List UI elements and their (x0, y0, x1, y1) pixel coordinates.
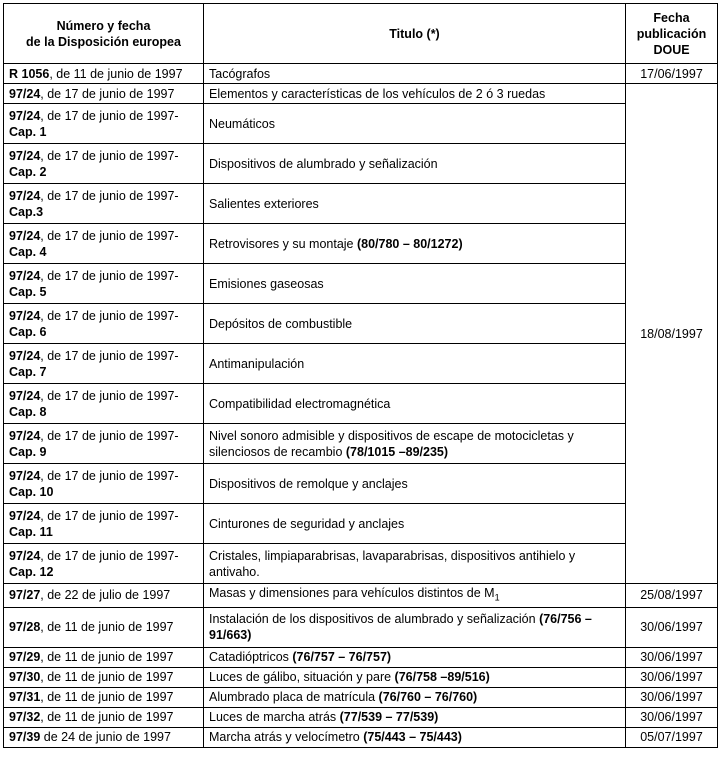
table-row (4, 384, 718, 424)
disposition-number: 97/24 (9, 148, 41, 163)
disposition-cell (4, 64, 204, 84)
disposition-number: 97/24 (9, 548, 41, 563)
reference-range: (76/757 – 76/757) (292, 650, 392, 664)
disposition-date: , de 17 de junio de 1997- (40, 268, 179, 283)
disposition-cell (4, 424, 204, 464)
disposition-cell (4, 607, 204, 647)
reference-range: (77/539 – 77/539) (339, 710, 439, 724)
disposition-date: , de 17 de junio de 1997- (40, 308, 179, 323)
disposition-date: , de 11 de junio de 1997 (40, 650, 174, 664)
title-text: Instalación de los dispositivos de alumbrado y señalización (209, 612, 540, 626)
reference-range: (76/758 –89/516) (394, 670, 490, 684)
title-cell (204, 344, 626, 384)
table-row (4, 224, 718, 264)
publication-date: 30/06/1997 (626, 687, 718, 707)
title-text: Luces de marcha atrás (209, 710, 340, 724)
publication-date: 17/06/1997 (626, 64, 718, 84)
table-row (4, 464, 718, 504)
header-publication-date (626, 4, 718, 64)
dispositions-table (3, 3, 718, 748)
title-text: Neumáticos (209, 116, 275, 131)
reference-range: (76/756 – 91/663) (209, 612, 592, 642)
disposition-cell (4, 544, 204, 584)
disposition-cell (4, 144, 204, 184)
disposition-cell (4, 304, 204, 344)
disposition-cell (4, 384, 204, 424)
title-cell (204, 544, 626, 584)
title-cell (204, 64, 626, 84)
title-cell (204, 584, 626, 608)
title-cell (204, 384, 626, 424)
table-row (4, 424, 718, 464)
disposition-date: , de 17 de junio de 1997- (40, 348, 179, 363)
chapter-label: Cap. 5 (9, 284, 47, 299)
title-text: Salientes exteriores (209, 196, 319, 211)
table-row (4, 607, 718, 647)
table-header-row (4, 4, 718, 64)
disposition-number: 97/24 (9, 348, 41, 363)
disposition-date: , de 11 de junio de 1997 (40, 620, 174, 634)
chapter-label: Cap. 10 (9, 484, 54, 499)
disposition-date: , de 22 de julio de 1997 (40, 588, 171, 603)
publication-date: 30/06/1997 (626, 647, 718, 667)
title-text: Luces de gálibo, situación y pare (209, 670, 395, 684)
disposition-date: , de 17 de junio de 1997- (40, 508, 179, 523)
header-text: de la Disposición europea (26, 34, 181, 49)
table-row (4, 184, 718, 224)
disposition-cell (4, 184, 204, 224)
title-text: Antimanipulación (209, 356, 305, 371)
chapter-label: Cap. 7 (9, 364, 47, 379)
title-text: Emisiones gaseosas (209, 276, 324, 291)
title-cell (204, 84, 626, 104)
disposition-number: 97/24 (9, 86, 41, 101)
disposition-date: , de 17 de junio de 1997- (40, 188, 179, 203)
disposition-date: , de 11 de junio de 1997 (49, 66, 183, 81)
table-row (4, 344, 718, 384)
table-body (4, 64, 718, 748)
table-row (4, 707, 718, 727)
publication-date: 30/06/1997 (626, 607, 718, 647)
title-cell (204, 424, 626, 464)
chapter-label: Cap.3 (9, 204, 44, 219)
reference-range: (80/780 – 80/1272) (356, 236, 463, 251)
disposition-date: , de 17 de junio de 1997- (40, 108, 179, 123)
table-row (4, 504, 718, 544)
table-row (4, 727, 718, 747)
disposition-cell (4, 464, 204, 504)
disposition-number: 97/28 (9, 620, 41, 634)
disposition-number: 97/31 (9, 690, 41, 704)
title-cell (204, 144, 626, 184)
chapter-label: Cap. 8 (9, 404, 47, 419)
title-cell (204, 304, 626, 344)
disposition-number: 97/29 (9, 650, 41, 664)
disposition-date: , de 17 de junio de 1997- (40, 228, 179, 243)
disposition-number: 97/24 (9, 388, 41, 403)
reference-range: (76/760 – 76/760) (378, 690, 478, 704)
title-text: Retrovisores y su montaje (209, 236, 357, 251)
table-row (4, 144, 718, 184)
title-cell (204, 184, 626, 224)
disposition-number: R 1056 (9, 66, 50, 81)
disposition-date: , de 11 de junio de 1997 (40, 690, 174, 704)
disposition-cell (4, 504, 204, 544)
table-row (4, 104, 718, 144)
header-number-date (4, 4, 204, 64)
disposition-number: 97/27 (9, 588, 41, 603)
disposition-number: 97/24 (9, 268, 41, 283)
disposition-cell (4, 104, 204, 144)
reference-range: (78/1015 –89/235) (345, 444, 449, 459)
chapter-label: Cap. 6 (9, 324, 47, 339)
title-cell (204, 504, 626, 544)
table-row (4, 64, 718, 84)
publication-date: 25/08/1997 (626, 584, 718, 608)
disposition-cell (4, 687, 204, 707)
title-text: Dispositivos de remolque y anclajes (209, 476, 408, 491)
disposition-number: 97/24 (9, 508, 41, 523)
table-row (4, 84, 718, 104)
disposition-number: 97/24 (9, 108, 41, 123)
disposition-date: , de 11 de junio de 1997 (40, 670, 174, 684)
title-cell (204, 264, 626, 304)
title-text: Alumbrado placa de matrícula (209, 690, 379, 704)
chapter-label: Cap. 1 (9, 124, 47, 139)
disposition-date: , de 17 de junio de 1997- (40, 148, 179, 163)
publication-date: 30/06/1997 (626, 707, 718, 727)
title-text: Cinturones de seguridad y anclajes (209, 516, 405, 531)
disposition-number: 97/24 (9, 468, 41, 483)
title-text: Catadióptricos (209, 650, 293, 664)
publication-date: 30/06/1997 (626, 667, 718, 687)
disposition-date: , de 17 de junio de 1997 (40, 86, 175, 101)
disposition-cell (4, 707, 204, 727)
disposition-cell (4, 647, 204, 667)
disposition-cell (4, 264, 204, 304)
title-text: Cristales, limpiaparabrisas, lavaparabrisas, dispositivos antihielo y antivaho. (209, 548, 576, 579)
header-text: Titulo (*) (389, 26, 440, 41)
header-text: Número y fecha (56, 18, 151, 33)
table-row (4, 687, 718, 707)
table-row (4, 647, 718, 667)
title-subscript: 1 (494, 592, 500, 603)
disposition-date: , de 17 de junio de 1997- (40, 428, 179, 443)
disposition-date: de 24 de junio de 1997 (40, 730, 171, 744)
reference-range: (75/443 – 75/443) (363, 730, 462, 744)
disposition-number: 97/24 (9, 308, 41, 323)
title-text: Marcha atrás y velocímetro (209, 730, 364, 744)
header-text: Fecha (653, 10, 690, 25)
chapter-label: Cap. 12 (9, 564, 54, 579)
table-row (4, 544, 718, 584)
table-row (4, 264, 718, 304)
disposition-number: 97/24 (9, 228, 41, 243)
disposition-number: 97/39 (9, 730, 41, 744)
title-text: Depósitos de combustible (209, 316, 353, 331)
title-cell (204, 727, 626, 747)
disposition-number: 97/24 (9, 428, 41, 443)
title-cell (204, 647, 626, 667)
disposition-cell (4, 344, 204, 384)
header-text: publicación (636, 26, 707, 41)
disposition-cell (4, 84, 204, 104)
disposition-number: 97/24 (9, 188, 41, 203)
table-row (4, 304, 718, 344)
chapter-label: Cap. 2 (9, 164, 47, 179)
disposition-number: 97/30 (9, 670, 41, 684)
title-cell (204, 707, 626, 727)
title-cell (204, 464, 626, 504)
title-cell (204, 687, 626, 707)
disposition-cell (4, 727, 204, 747)
disposition-date: , de 17 de junio de 1997- (40, 548, 179, 563)
disposition-cell (4, 667, 204, 687)
title-text: Dispositivos de alumbrado y señalización (209, 156, 438, 171)
title-cell (204, 667, 626, 687)
title-text: Tacógrafos (209, 66, 271, 81)
title-text: Nivel sonoro admisible y dispositivos de escape de motocicletas y silenciosos de recambio (209, 428, 574, 459)
table-row (4, 584, 718, 608)
title-cell (204, 224, 626, 264)
chapter-label: Cap. 9 (9, 444, 47, 459)
chapter-label: Cap. 4 (9, 244, 47, 259)
header-text: DOUE (653, 42, 690, 57)
publication-date-merged: 18/08/1997 (626, 84, 718, 584)
disposition-date: , de 17 de junio de 1997- (40, 388, 179, 403)
title-text: Compatibilidad electromagnética (209, 396, 391, 411)
disposition-cell (4, 224, 204, 264)
title-cell (204, 104, 626, 144)
title-text: Masas y dimensiones para vehículos distintos de M (209, 586, 495, 600)
disposition-date: , de 11 de junio de 1997 (40, 710, 174, 724)
header-title (204, 4, 626, 64)
title-text: Elementos y características de los vehículos de 2 ó 3 ruedas (209, 86, 546, 101)
disposition-number: 97/32 (9, 710, 41, 724)
title-cell (204, 607, 626, 647)
disposition-date: , de 17 de junio de 1997- (40, 468, 179, 483)
table-row (4, 667, 718, 687)
chapter-label: Cap. 11 (9, 524, 53, 539)
publication-date: 05/07/1997 (626, 727, 718, 747)
disposition-cell (4, 584, 204, 608)
